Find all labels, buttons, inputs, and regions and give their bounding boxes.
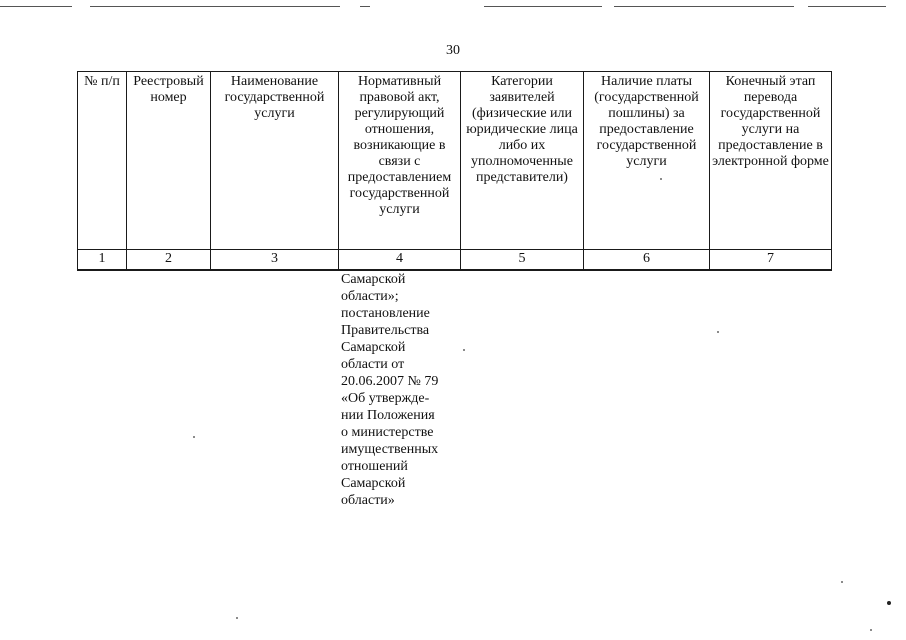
column-header-number: № п/п bbox=[78, 72, 127, 250]
column-number-row bbox=[78, 250, 832, 270]
scan-border-line bbox=[614, 6, 794, 7]
column-number-cell: 4 bbox=[339, 250, 461, 270]
column-number-cell: 1 bbox=[78, 250, 127, 270]
column-header-service-name: Наименование государственной услуги bbox=[211, 72, 339, 250]
column-number-cell: 6 bbox=[584, 250, 710, 270]
scan-speck bbox=[660, 178, 662, 180]
services-registry-table bbox=[77, 71, 832, 271]
column-header-final-stage: Конечный этап перевода государственной услуги на предоставление в электронной форме bbox=[710, 72, 832, 250]
column-header-fee: Наличие платы (государственной пошлины) за предоставление государственной услуги bbox=[584, 72, 710, 250]
scan-speck bbox=[236, 617, 238, 619]
scan-speck bbox=[870, 629, 872, 631]
scan-border-line bbox=[0, 6, 72, 7]
scan-speck bbox=[841, 581, 843, 583]
scan-border-line bbox=[360, 6, 370, 7]
column-header-registry-number: Реестровый номер bbox=[127, 72, 211, 250]
table-header-row bbox=[78, 72, 832, 250]
column-header-legal-act: Нормативный правовой акт, регулирующий отношения, возникающие в связи с предоставлением государственной услуги bbox=[339, 72, 461, 250]
page-number: 30 bbox=[446, 43, 460, 58]
scan-speck bbox=[717, 331, 719, 333]
column-number-cell: 5 bbox=[461, 250, 584, 270]
scan-border-line bbox=[808, 6, 886, 7]
column-number-cell: 7 bbox=[710, 250, 832, 270]
scan-border-line bbox=[90, 6, 340, 7]
column-number-cell: 2 bbox=[127, 250, 211, 270]
column-number-cell: 3 bbox=[211, 250, 339, 270]
scan-speck bbox=[193, 436, 195, 438]
scan-speck bbox=[887, 601, 891, 605]
scan-speck bbox=[463, 349, 465, 351]
legal-act-continuation-text: Самарской области»; постановление Правительства Самарской области от 20.06.2007 № 79 «Об утвержде- нии Положения о министерстве имущественных отношений Самарской области» bbox=[341, 272, 439, 508]
scan-border-line bbox=[484, 6, 602, 7]
column-header-applicant-categories: Категории заявителей (физические или юридические лица либо их уполномоченные представители) bbox=[461, 72, 584, 250]
